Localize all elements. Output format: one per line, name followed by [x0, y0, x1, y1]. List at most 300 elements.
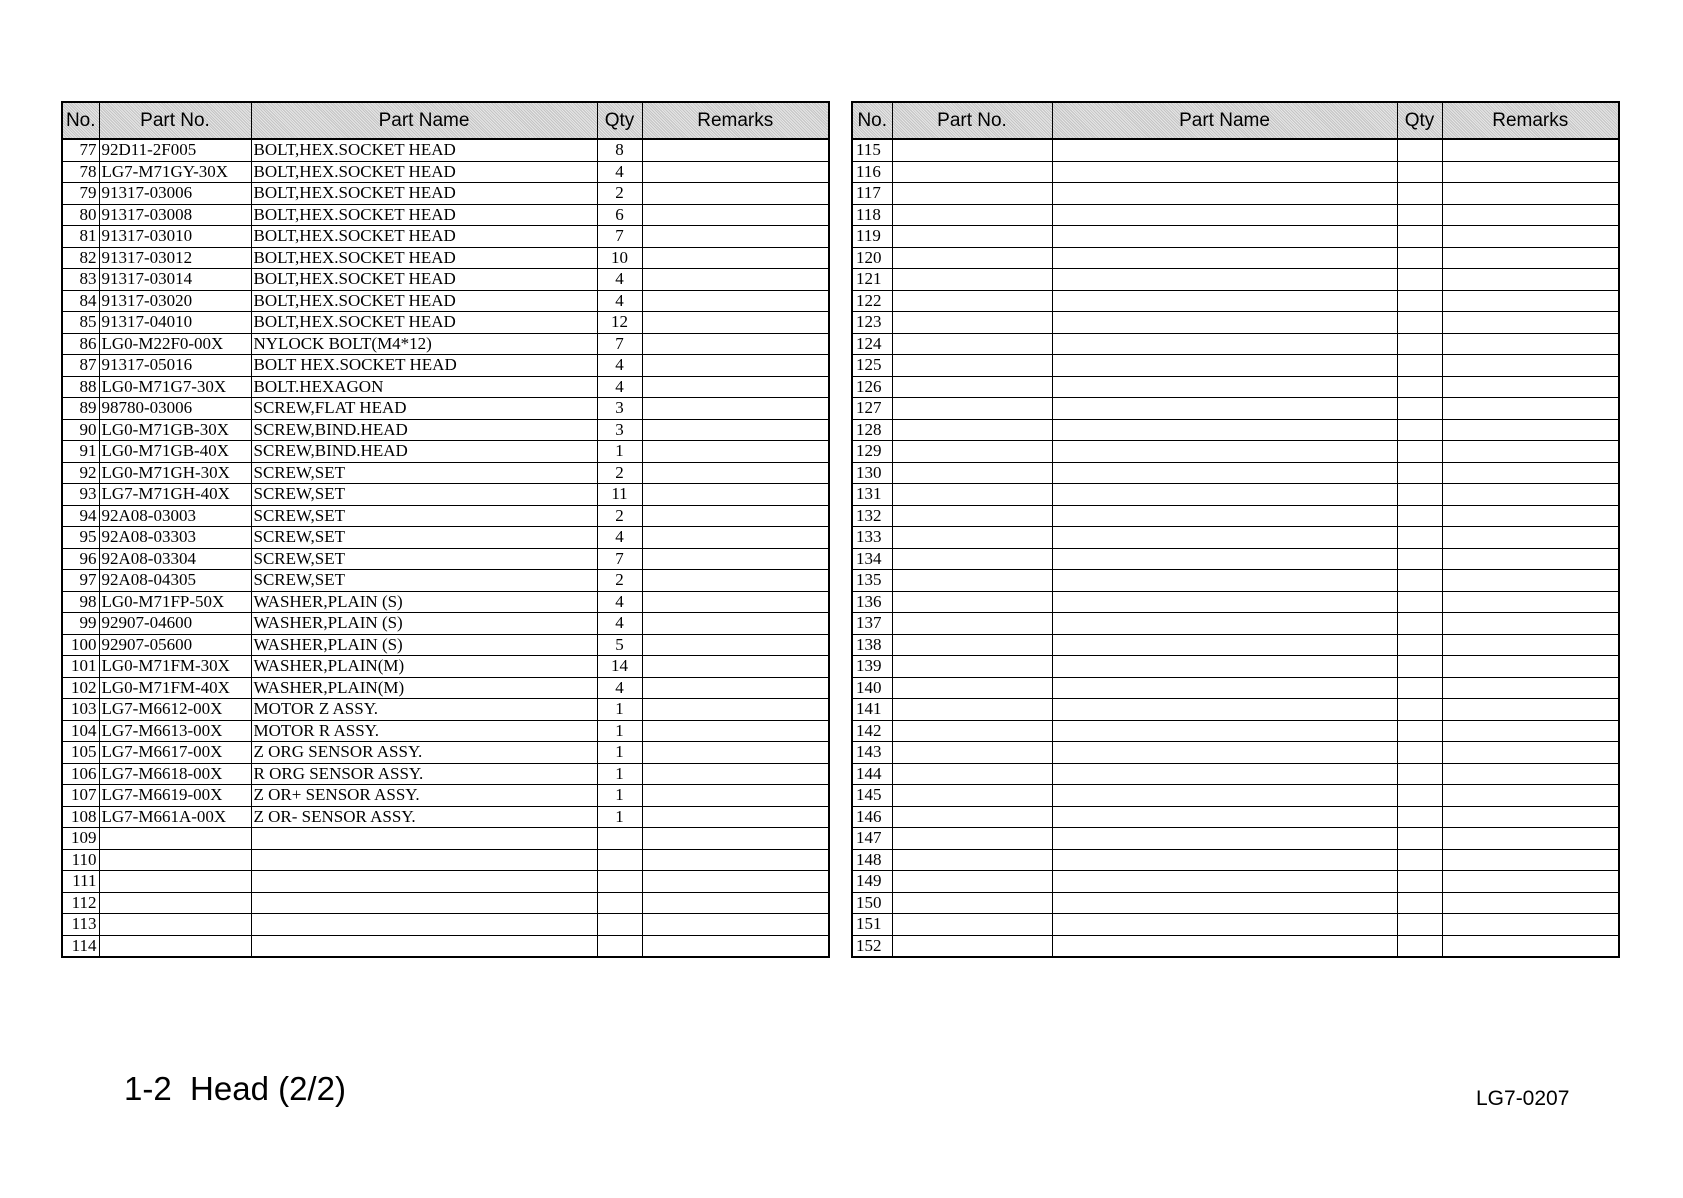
cell-part-name: BOLT,HEX.SOCKET HEAD: [251, 226, 597, 248]
cell-remarks: [1442, 785, 1619, 807]
cell-qty: [597, 892, 642, 914]
cell-remarks: [642, 441, 829, 463]
cell-part-no: 92A08-03003: [99, 505, 251, 527]
table-row: [852, 505, 1619, 527]
cell-part-name: BOLT,HEX.SOCKET HEAD: [251, 183, 597, 205]
table-row: [62, 828, 829, 850]
table-row: [852, 914, 1619, 936]
cell-no: 127: [852, 398, 892, 420]
cell-qty: 3: [597, 398, 642, 420]
table-row: [852, 290, 1619, 312]
cell-part-no: [892, 333, 1052, 355]
cell-part-name: SCREW,BIND.HEAD: [251, 441, 597, 463]
cell-qty: 4: [597, 376, 642, 398]
cell-qty: 1: [597, 763, 642, 785]
cell-part-no: [892, 419, 1052, 441]
cell-remarks: [1442, 269, 1619, 291]
cell-no: 79: [62, 183, 99, 205]
cell-qty: [1397, 333, 1442, 355]
cell-remarks: [1442, 849, 1619, 871]
cell-no: 122: [852, 290, 892, 312]
cell-part-no: [892, 355, 1052, 377]
cell-part-name: [1052, 462, 1397, 484]
cell-qty: [1397, 656, 1442, 678]
cell-part-name: [1052, 935, 1397, 957]
cell-part-name: BOLT HEX.SOCKET HEAD: [251, 355, 597, 377]
column-header-no: No.: [62, 102, 99, 139]
cell-remarks: [642, 785, 829, 807]
cell-part-no: [892, 376, 1052, 398]
cell-part-name: [251, 871, 597, 893]
cell-part-name: [1052, 677, 1397, 699]
cell-part-name: [1052, 441, 1397, 463]
cell-no: 152: [852, 935, 892, 957]
table-row: [62, 269, 829, 291]
column-header-part-no: Part No.: [892, 102, 1052, 139]
cell-part-no: 92A08-03303: [99, 527, 251, 549]
cell-no: 97: [62, 570, 99, 592]
cell-remarks: [642, 355, 829, 377]
cell-qty: 4: [597, 591, 642, 613]
table-row: [62, 419, 829, 441]
cell-no: 103: [62, 699, 99, 721]
cell-part-name: [1052, 484, 1397, 506]
cell-part-no: [892, 677, 1052, 699]
cell-remarks: [642, 914, 829, 936]
cell-part-name: BOLT,HEX.SOCKET HEAD: [251, 204, 597, 226]
cell-remarks: [1442, 892, 1619, 914]
cell-part-no: [892, 634, 1052, 656]
cell-remarks: [642, 247, 829, 269]
cell-part-no: [892, 548, 1052, 570]
cell-qty: 4: [597, 613, 642, 635]
cell-no: 148: [852, 849, 892, 871]
cell-no: 139: [852, 656, 892, 678]
cell-qty: [1397, 247, 1442, 269]
table-row: [62, 333, 829, 355]
cell-part-name: [1052, 505, 1397, 527]
cell-remarks: [1442, 763, 1619, 785]
cell-remarks: [1442, 139, 1619, 161]
cell-qty: [1397, 871, 1442, 893]
cell-qty: 4: [597, 290, 642, 312]
cell-remarks: [642, 656, 829, 678]
table-row: [62, 570, 829, 592]
cell-no: 104: [62, 720, 99, 742]
cell-part-no: [892, 161, 1052, 183]
table-row: [62, 763, 829, 785]
cell-qty: [1397, 441, 1442, 463]
cell-qty: [1397, 613, 1442, 635]
cell-remarks: [1442, 183, 1619, 205]
cell-part-name: [251, 935, 597, 957]
table-row: [852, 656, 1619, 678]
cell-qty: 5: [597, 634, 642, 656]
cell-no: 124: [852, 333, 892, 355]
cell-part-no: [892, 570, 1052, 592]
cell-remarks: [642, 333, 829, 355]
table-row: [852, 699, 1619, 721]
cell-no: 131: [852, 484, 892, 506]
table-row: [62, 613, 829, 635]
table-row: [62, 742, 829, 764]
cell-part-no: [892, 398, 1052, 420]
cell-qty: [1397, 828, 1442, 850]
table-row: [852, 269, 1619, 291]
cell-qty: [1397, 312, 1442, 334]
table-row: [62, 634, 829, 656]
table-row: [852, 677, 1619, 699]
table-row: [62, 935, 829, 957]
cell-part-no: [892, 183, 1052, 205]
cell-no: 147: [852, 828, 892, 850]
cell-part-name: [1052, 204, 1397, 226]
table-row: [62, 183, 829, 205]
table-row: [62, 785, 829, 807]
cell-part-name: SCREW,SET: [251, 505, 597, 527]
cell-part-name: [1052, 806, 1397, 828]
cell-qty: 7: [597, 226, 642, 248]
cell-part-no: LG0-M71GB-40X: [99, 441, 251, 463]
cell-part-name: [1052, 139, 1397, 161]
table-row: [62, 312, 829, 334]
cell-part-name: WASHER,PLAIN (S): [251, 591, 597, 613]
cell-part-no: LG0-M71G7-30X: [99, 376, 251, 398]
cell-part-name: [1052, 183, 1397, 205]
cell-no: 118: [852, 204, 892, 226]
cell-part-no: [99, 849, 251, 871]
cell-qty: 7: [597, 548, 642, 570]
table-row: [852, 139, 1619, 161]
cell-qty: 4: [597, 355, 642, 377]
cell-qty: [1397, 376, 1442, 398]
cell-part-name: [1052, 892, 1397, 914]
cell-no: 81: [62, 226, 99, 248]
cell-part-no: [892, 720, 1052, 742]
cell-no: 115: [852, 139, 892, 161]
cell-part-name: WASHER,PLAIN (S): [251, 634, 597, 656]
table-header-row: [852, 102, 1619, 139]
cell-qty: 2: [597, 505, 642, 527]
cell-remarks: [1442, 161, 1619, 183]
cell-part-name: [1052, 720, 1397, 742]
cell-part-no: LG7-M71GY-30X: [99, 161, 251, 183]
cell-part-name: [251, 914, 597, 936]
cell-remarks: [642, 161, 829, 183]
cell-part-no: LG0-M71FM-40X: [99, 677, 251, 699]
cell-part-no: [99, 935, 251, 957]
cell-remarks: [1442, 527, 1619, 549]
table-row: [62, 505, 829, 527]
cell-qty: 10: [597, 247, 642, 269]
cell-remarks: [642, 462, 829, 484]
cell-remarks: [642, 139, 829, 161]
cell-part-no: 91317-03012: [99, 247, 251, 269]
cell-remarks: [642, 871, 829, 893]
cell-part-name: SCREW,FLAT HEAD: [251, 398, 597, 420]
cell-no: 108: [62, 806, 99, 828]
cell-no: 105: [62, 742, 99, 764]
cell-part-name: BOLT.HEXAGON: [251, 376, 597, 398]
cell-qty: [1397, 462, 1442, 484]
cell-remarks: [642, 892, 829, 914]
cell-qty: 8: [597, 139, 642, 161]
table-row: [852, 763, 1619, 785]
cell-qty: [597, 849, 642, 871]
cell-part-no: LG7-M6619-00X: [99, 785, 251, 807]
cell-remarks: [1442, 333, 1619, 355]
cell-remarks: [642, 183, 829, 205]
cell-part-no: [892, 269, 1052, 291]
cell-part-name: R ORG SENSOR ASSY.: [251, 763, 597, 785]
cell-part-name: [1052, 355, 1397, 377]
cell-no: 123: [852, 312, 892, 334]
cell-qty: [1397, 226, 1442, 248]
cell-part-no: 92D11-2F005: [99, 139, 251, 161]
cell-part-no: LG7-M6612-00X: [99, 699, 251, 721]
cell-part-name: [1052, 161, 1397, 183]
table-row: [852, 226, 1619, 248]
cell-part-name: Z OR+ SENSOR ASSY.: [251, 785, 597, 807]
table-row: [852, 720, 1619, 742]
cell-part-name: [1052, 570, 1397, 592]
cell-no: 146: [852, 806, 892, 828]
cell-part-no: [892, 204, 1052, 226]
cell-qty: [597, 871, 642, 893]
cell-remarks: [642, 527, 829, 549]
cell-remarks: [1442, 570, 1619, 592]
cell-remarks: [642, 290, 829, 312]
table-row: [62, 806, 829, 828]
cell-remarks: [1442, 290, 1619, 312]
cell-qty: 1: [597, 699, 642, 721]
cell-qty: 1: [597, 720, 642, 742]
cell-qty: 2: [597, 462, 642, 484]
table-row: [852, 419, 1619, 441]
cell-part-no: [892, 914, 1052, 936]
cell-remarks: [1442, 677, 1619, 699]
cell-qty: 4: [597, 161, 642, 183]
cell-part-no: [892, 699, 1052, 721]
cell-qty: [1397, 183, 1442, 205]
cell-part-name: SCREW,SET: [251, 462, 597, 484]
cell-no: 151: [852, 914, 892, 936]
cell-no: 135: [852, 570, 892, 592]
cell-part-name: BOLT,HEX.SOCKET HEAD: [251, 269, 597, 291]
cell-part-name: [1052, 527, 1397, 549]
cell-part-no: [892, 462, 1052, 484]
cell-part-no: 91317-03020: [99, 290, 251, 312]
cell-part-name: [1052, 419, 1397, 441]
cell-part-name: [1052, 591, 1397, 613]
cell-part-no: [99, 828, 251, 850]
cell-part-no: [892, 871, 1052, 893]
cell-part-name: [1052, 849, 1397, 871]
cell-qty: [1397, 548, 1442, 570]
cell-part-name: [1052, 763, 1397, 785]
cell-remarks: [642, 484, 829, 506]
cell-part-name: [251, 892, 597, 914]
cell-part-name: SCREW,SET: [251, 570, 597, 592]
cell-no: 89: [62, 398, 99, 420]
table-row: [852, 484, 1619, 506]
table-row: [852, 183, 1619, 205]
cell-no: 132: [852, 505, 892, 527]
table-row: [62, 247, 829, 269]
cell-no: 134: [852, 548, 892, 570]
cell-qty: 1: [597, 785, 642, 807]
cell-part-no: LG0-M71GB-30X: [99, 419, 251, 441]
table-row: [62, 398, 829, 420]
cell-part-no: [892, 226, 1052, 248]
cell-part-name: MOTOR R ASSY.: [251, 720, 597, 742]
cell-part-no: [99, 871, 251, 893]
cell-part-no: LG0-M22F0-00X: [99, 333, 251, 355]
cell-part-name: [1052, 290, 1397, 312]
cell-no: 87: [62, 355, 99, 377]
cell-qty: 14: [597, 656, 642, 678]
document-code: LG7-0207: [1476, 1087, 1570, 1110]
cell-part-no: [892, 591, 1052, 613]
cell-no: 129: [852, 441, 892, 463]
cell-part-no: [892, 527, 1052, 549]
cell-remarks: [642, 269, 829, 291]
cell-part-no: [892, 247, 1052, 269]
column-header-remarks: Remarks: [642, 102, 829, 139]
table-row: [62, 720, 829, 742]
cell-remarks: [642, 548, 829, 570]
cell-part-no: [99, 892, 251, 914]
cell-part-name: [1052, 914, 1397, 936]
cell-remarks: [642, 699, 829, 721]
cell-part-name: BOLT,HEX.SOCKET HEAD: [251, 247, 597, 269]
table-row: [852, 892, 1619, 914]
column-header-qty: Qty: [1397, 102, 1442, 139]
cell-qty: [1397, 398, 1442, 420]
cell-qty: 7: [597, 333, 642, 355]
cell-remarks: [642, 763, 829, 785]
table-row: [62, 699, 829, 721]
cell-no: 113: [62, 914, 99, 936]
table-row: [852, 785, 1619, 807]
cell-no: 140: [852, 677, 892, 699]
cell-remarks: [642, 634, 829, 656]
table-body-left: [62, 139, 829, 957]
cell-qty: [1397, 355, 1442, 377]
cell-qty: [1397, 806, 1442, 828]
cell-part-no: LG0-M71FP-50X: [99, 591, 251, 613]
cell-no: 82: [62, 247, 99, 269]
cell-remarks: [642, 419, 829, 441]
table-row: [62, 849, 829, 871]
cell-no: 83: [62, 269, 99, 291]
table-row: [62, 355, 829, 377]
cell-part-name: [1052, 699, 1397, 721]
cell-remarks: [1442, 720, 1619, 742]
cell-part-name: [1052, 742, 1397, 764]
cell-no: 92: [62, 462, 99, 484]
cell-remarks: [642, 312, 829, 334]
cell-qty: 1: [597, 742, 642, 764]
cell-no: 128: [852, 419, 892, 441]
cell-no: 80: [62, 204, 99, 226]
cell-part-name: SCREW,BIND.HEAD: [251, 419, 597, 441]
cell-part-name: [1052, 312, 1397, 334]
parts-table-right: [851, 101, 1620, 958]
cell-qty: 4: [597, 527, 642, 549]
cell-no: 106: [62, 763, 99, 785]
column-header-remarks: Remarks: [1442, 102, 1619, 139]
cell-no: 110: [62, 849, 99, 871]
cell-no: 125: [852, 355, 892, 377]
table-row: [852, 828, 1619, 850]
column-header-part-name: Part Name: [251, 102, 597, 139]
cell-qty: [1397, 914, 1442, 936]
cell-part-name: WASHER,PLAIN(M): [251, 656, 597, 678]
cell-no: 144: [852, 763, 892, 785]
table-row: [62, 871, 829, 893]
cell-qty: [1397, 699, 1442, 721]
cell-part-name: NYLOCK BOLT(M4*12): [251, 333, 597, 355]
cell-no: 88: [62, 376, 99, 398]
cell-part-no: [892, 892, 1052, 914]
cell-part-name: [1052, 376, 1397, 398]
table-row: [852, 548, 1619, 570]
cell-remarks: [642, 613, 829, 635]
cell-remarks: [1442, 419, 1619, 441]
cell-remarks: [1442, 828, 1619, 850]
cell-part-no: [892, 290, 1052, 312]
cell-no: 102: [62, 677, 99, 699]
cell-qty: [597, 828, 642, 850]
cell-part-no: LG7-M6613-00X: [99, 720, 251, 742]
table-row: [852, 613, 1619, 635]
table-row: [852, 849, 1619, 871]
cell-remarks: [1442, 505, 1619, 527]
cell-part-no: LG7-M6617-00X: [99, 742, 251, 764]
table-header-row: [62, 102, 829, 139]
cell-qty: 4: [597, 269, 642, 291]
cell-no: 143: [852, 742, 892, 764]
table-row: [852, 204, 1619, 226]
cell-no: 78: [62, 161, 99, 183]
table-row: [852, 591, 1619, 613]
cell-part-name: BOLT,HEX.SOCKET HEAD: [251, 139, 597, 161]
cell-qty: [1397, 161, 1442, 183]
cell-qty: [1397, 935, 1442, 957]
cell-part-name: [1052, 634, 1397, 656]
cell-no: 121: [852, 269, 892, 291]
table-body-right: [852, 139, 1619, 957]
cell-part-name: [251, 849, 597, 871]
cell-no: 138: [852, 634, 892, 656]
cell-remarks: [642, 742, 829, 764]
cell-qty: 1: [597, 441, 642, 463]
cell-part-no: [892, 935, 1052, 957]
cell-part-no: [892, 828, 1052, 850]
column-header-part-no: Part No.: [99, 102, 251, 139]
cell-part-name: WASHER,PLAIN(M): [251, 677, 597, 699]
cell-part-name: [1052, 871, 1397, 893]
cell-remarks: [1442, 935, 1619, 957]
cell-part-no: 92907-04600: [99, 613, 251, 635]
cell-qty: 1: [597, 806, 642, 828]
cell-part-name: BOLT,HEX.SOCKET HEAD: [251, 290, 597, 312]
cell-qty: 3: [597, 419, 642, 441]
cell-part-no: LG7-M71GH-40X: [99, 484, 251, 506]
cell-qty: [1397, 570, 1442, 592]
cell-part-no: [892, 613, 1052, 635]
